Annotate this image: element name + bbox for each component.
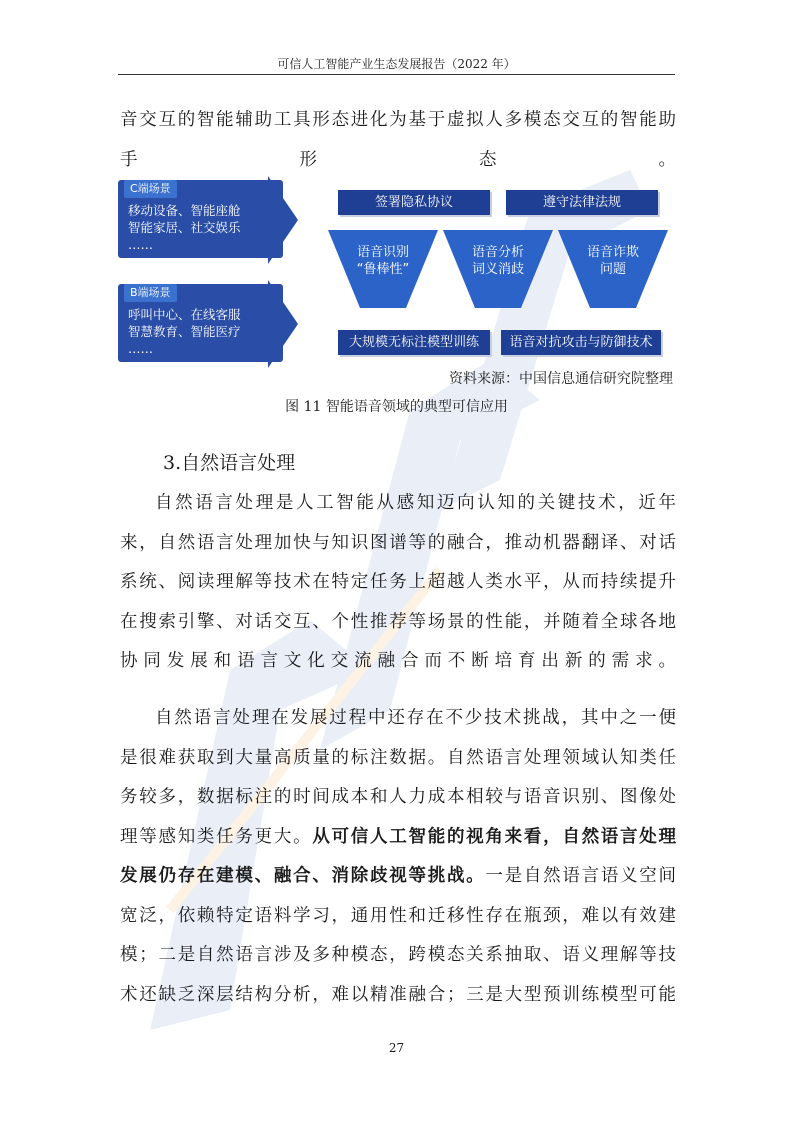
funnel-analysis-line2: 词义消歧 — [471, 262, 524, 277]
p2-line: 自然语言处理在发展过程中还存在不少技术挑战，其中之一便 — [155, 708, 676, 728]
figure-caption: 图 11 智能语音领域的典型可信应用 — [285, 399, 508, 415]
p2-normal-text: 一是自然语言语义空间 — [485, 866, 676, 886]
p1-line: 来，自然语言处理加快与知识图谱等的融合，推动机器翻译、对话 — [120, 532, 676, 553]
p2-line: 术还缺乏深层结构分析，难以精准融合；三是大型预训练模型可能 — [120, 984, 676, 1005]
c-scene-title: C端场景 — [124, 180, 177, 198]
b-scene-title: B端场景 — [124, 284, 177, 302]
intro-paragraph — [120, 101, 676, 180]
bar-training: 大规模无标注模型训练 — [338, 330, 490, 355]
p2-line: 是很难获取到大量高质量的标注数据。自然语言处理领域认知类任 — [120, 747, 676, 768]
p2-line — [120, 857, 676, 897]
c-scene-arrow — [268, 176, 298, 264]
figure-voice-applications — [118, 176, 678, 366]
bar-adversarial: 语音对抗攻击与防御技术 — [501, 330, 661, 355]
c-scene-panel — [118, 180, 283, 258]
p2-line: 宽泛，依赖特定语料学习，通用性和迁移性存在瓶颈，难以有效建 — [120, 905, 676, 926]
paragraph-1 — [120, 484, 676, 682]
funnel-fraud — [558, 230, 668, 308]
p2-bold-text: 从可信人工智能的视角来看，自然语言处理 — [312, 826, 676, 847]
b-scene-line: 呼叫中心、在线客服 — [128, 307, 241, 322]
p1-line: 自然语言处理是人工智能从感知迈向认知的关键技术，近年 — [155, 493, 676, 513]
intro-line: 手形态。 — [120, 149, 676, 170]
b-scene-line: …… — [128, 341, 153, 356]
funnel-asr-line1: 语音识别 — [356, 245, 409, 260]
p2-line: 务较多，数据标注的时间成本和人力成本相较与语音识别、图像处 — [120, 787, 676, 807]
funnel-fraud-line2: 问题 — [599, 262, 626, 277]
intro-line: 音交互的智能辅助工具形态进化为基于虚拟人多模态交互的智能助 — [120, 110, 676, 130]
paragraph-2 — [120, 699, 676, 1015]
running-header: 可信人工智能产业生态发展报告（2022 年） — [277, 57, 516, 71]
p2-line: 模；二是自然语言涉及多种模态，跨模态关系抽取、语义理解等技 — [120, 945, 676, 965]
b-scene-arrow — [268, 280, 298, 368]
page-number: 27 — [388, 1041, 405, 1055]
p1-line: 协同发展和语言文化交流融合而不断培育出新的需求。 — [120, 651, 676, 671]
figure-source: 资料来源：中国信息通信研究院整理 — [449, 371, 673, 387]
c-scene-line: 移动设备、智能座舱 — [128, 203, 241, 218]
b-scene-panel — [118, 284, 283, 362]
header-rule — [118, 74, 675, 75]
funnel-analysis-line1: 语音分析 — [471, 245, 524, 260]
section-title: 3.自然语言处理 — [163, 452, 296, 474]
c-scene-line: …… — [128, 237, 153, 252]
b-scene-line: 智慧教育、智能医疗 — [128, 324, 241, 339]
funnel-analysis — [443, 230, 553, 308]
bar-privacy: 签署隐私协议 — [338, 190, 490, 215]
p1-line: 系统、阅读理解等技术在特定任务上超越人类水平，从而持续提升 — [120, 572, 676, 592]
funnel-asr-line2: “鲁棒性” — [356, 262, 410, 277]
funnel-fraud-line1: 语音诈欺 — [586, 245, 639, 260]
funnel-asr — [328, 230, 438, 308]
c-scene-line: 智能家居、社交娱乐 — [128, 220, 241, 235]
p2-bold-text: 发展仍存在建模、融合、消除歧视等挑战。 — [120, 866, 486, 886]
bar-law: 遵守法律法规 — [506, 190, 658, 215]
p1-line: 在搜索引擎、对话交互、个性推荐等场景的性能，并随着全球各地 — [120, 611, 676, 632]
p2-line — [120, 818, 676, 858]
p2-normal-text: 理等感知类任务更大。 — [120, 826, 313, 847]
